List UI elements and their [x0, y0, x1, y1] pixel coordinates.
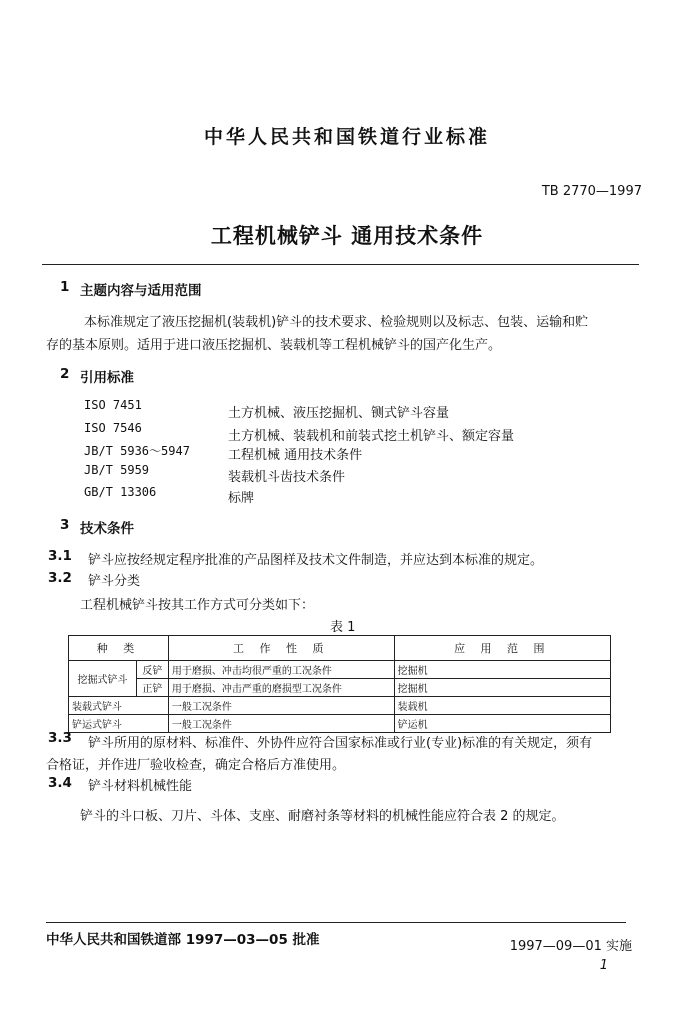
- clause-3-4-heading: 铲斗材料机械性能: [88, 779, 193, 794]
- clause-3-4-number: 3.4: [48, 775, 72, 791]
- clause-3-2-number: 3.2: [48, 570, 72, 586]
- section-2-heading: 引用标准: [80, 370, 134, 386]
- ref-code-4: JB/T 5959: [84, 463, 150, 477]
- clause-3-1-text: 铲斗应按经规定程序批准的产品图样及技术文件制造，并应达到本标准的规定。: [88, 553, 544, 568]
- ref-title-2: 土方机械、装载机和前装式挖土机铲斗、额定容量: [228, 429, 515, 444]
- footer-divider: [46, 922, 626, 923]
- ref-code-1: ISO 7451: [84, 398, 142, 412]
- cell-scope: 铲运机: [394, 715, 610, 733]
- document-title: 工程机械铲斗 通用技术条件: [210, 224, 484, 248]
- ref-code-3: JB/T 5936～5947: [84, 444, 190, 458]
- header-scope: 应 用 范 围: [394, 636, 610, 661]
- section-3-heading: 技术条件: [80, 521, 134, 537]
- header-divider: [42, 264, 639, 265]
- clause-3-2-heading: 铲斗分类: [88, 574, 141, 589]
- table-header-row: [69, 636, 611, 661]
- cell-scope: 挖掘机: [394, 661, 610, 679]
- cell-condition: 用于磨损、冲击严重的磨损型工况条件: [168, 679, 394, 697]
- section-2-number: 2: [60, 366, 70, 382]
- clause-3-3-line-1: 铲斗所用的原材料、标准件、外协件应符合国家标准或行业(专业)标准的有关规定，须有: [88, 736, 593, 751]
- ref-title-1: 土方机械、液压挖掘机、铡式铲斗容量: [228, 406, 450, 421]
- ref-code-2: ISO 7546: [84, 421, 142, 435]
- cell-group-excavating: 挖掘式铲斗: [69, 661, 137, 697]
- clause-3-3-line-2: 合格证，并作进厂验收检查，确定合格后方准使用。: [46, 758, 346, 773]
- standard-category-title: 中华人民共和国铁道行业标准: [203, 126, 490, 148]
- ref-code-5: GB/T 13306: [84, 485, 157, 499]
- clause-3-2-intro: 工程机械铲斗按其工作方式可分类如下：: [80, 598, 315, 613]
- clause-3-1-number: 3.1: [48, 548, 72, 564]
- table-row: [69, 661, 611, 679]
- section-3-number: 3: [60, 517, 70, 533]
- section-1-para-line-2: 存的基本原则。适用于进口液压挖掘机、装载机等工程机械铲斗的国产化生产。: [46, 338, 502, 353]
- table-1-caption: 表 1: [330, 620, 356, 635]
- cell-sub-backhoe: 反铲: [136, 661, 168, 679]
- table-row: [69, 715, 611, 733]
- cell-group-scraper: 铲运式铲斗: [69, 715, 169, 733]
- table-row: [69, 697, 611, 715]
- clause-3-3-number: 3.3: [48, 730, 72, 746]
- cell-group-loader: 装载式铲斗: [69, 697, 169, 715]
- approval-line: 中华人民共和国铁道部 1997—03—05 批准: [46, 932, 320, 948]
- clause-3-4-text: 铲斗的斗口板、刀片、斗体、支座、耐磨衬条等材料的机械性能应符合表 2 的规定。: [80, 809, 565, 824]
- standard-code: TB 2770—1997: [541, 184, 642, 199]
- cell-condition: 用于磨损、冲击均很严重的工况条件: [168, 661, 394, 679]
- ref-title-5: 标牌: [228, 491, 255, 506]
- header-type: 种 类: [69, 636, 169, 661]
- header-condition: 工 作 性 质: [168, 636, 394, 661]
- section-1-para-line-1: 本标准规定了液压挖掘机(装载机)铲斗的技术要求、检验规则以及标志、包装、运输和贮: [84, 315, 589, 330]
- table-row: [69, 679, 611, 697]
- cell-condition: 一般工况条件: [168, 697, 394, 715]
- section-1-number: 1: [60, 279, 70, 295]
- cell-scope: 挖掘机: [394, 679, 610, 697]
- ref-title-4: 装载机斗齿技术条件: [228, 470, 346, 485]
- cell-condition: 一般工况条件: [168, 715, 394, 733]
- cell-sub-face-shovel: 正铲: [136, 679, 168, 697]
- section-1-heading: 主题内容与适用范围: [80, 283, 202, 299]
- cell-scope: 装载机: [394, 697, 610, 715]
- page-number: 1: [599, 958, 608, 973]
- effective-date: 1997—09—01 实施: [509, 939, 632, 954]
- table-1: [68, 635, 611, 733]
- ref-title-3: 工程机械 通用技术条件: [228, 448, 363, 463]
